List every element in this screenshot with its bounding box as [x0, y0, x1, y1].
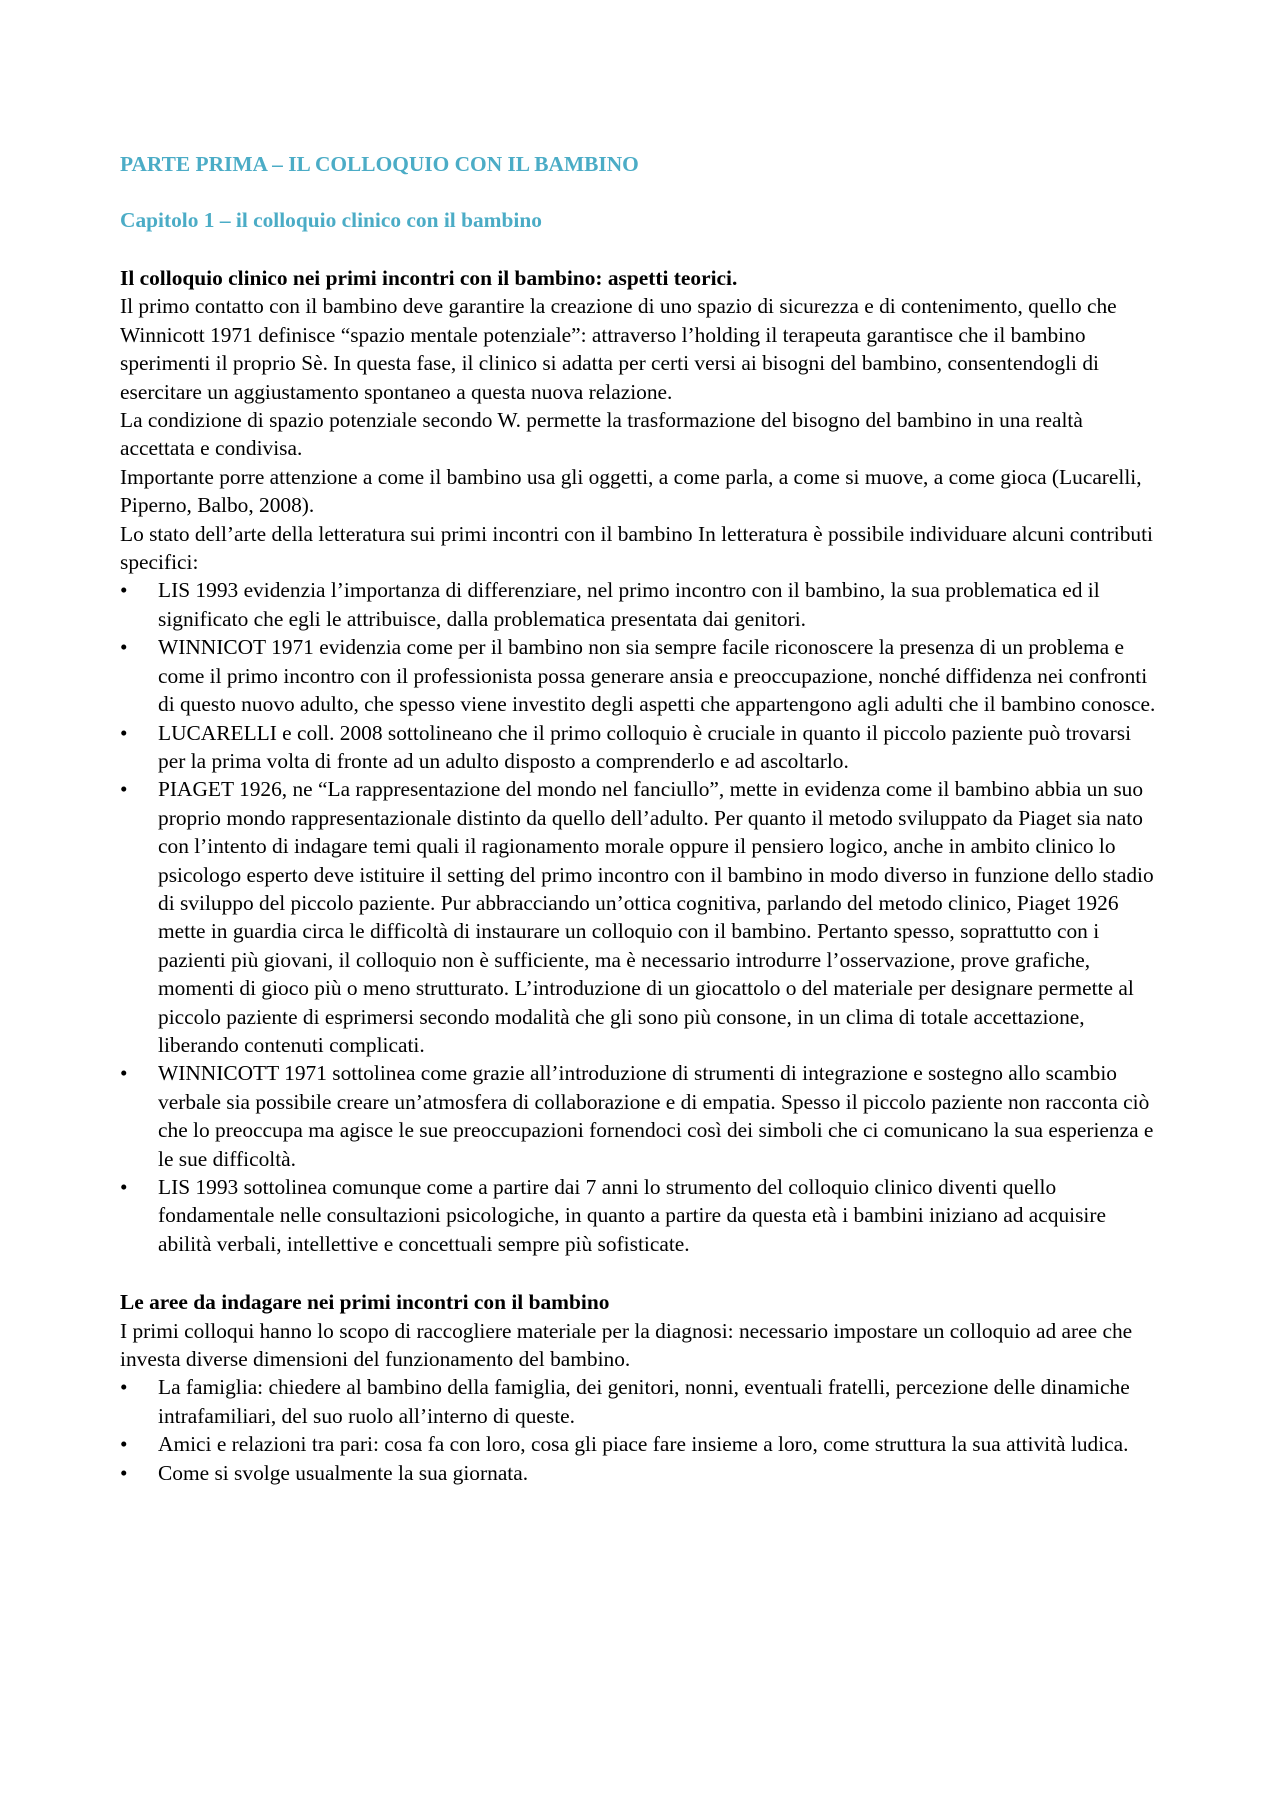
list-item — [120, 775, 1160, 1059]
bullet-icon: • — [120, 578, 128, 603]
bullet-icon: • — [120, 1375, 128, 1400]
section-aspetti-teorici — [120, 264, 1160, 1258]
list-item-text: La famiglia: chiedere al bambino della famiglia, dei genitori, nonni, eventuali fratelli, percezione delle dinamiche intrafamiliari, del suo ruolo all’interno di queste. — [158, 1375, 1130, 1428]
bullet-icon: • — [120, 1460, 128, 1485]
bullet-icon: • — [120, 777, 128, 802]
list-item — [120, 633, 1160, 718]
list-item — [120, 1173, 1160, 1258]
list-item-text: PIAGET 1926, ne “La rappresentazione del mondo nel fanciullo”, mette in evidenza come il bambino abbia un suo proprio mondo rappresentazionale distinto da quello dell’adulto. Per quanto il metodo sviluppato da Piaget sia nato con l’intento di indagare temi quali il ragionamento morale oppure il pensiero logico, anche in ambito clinico lo psicologo esperto deve istituire il setting del primo incontro con il bambino in modo diverso in funzione dello stadio di sviluppo del piccolo paziente. Pur abbracciando un’ottica cognitiva, parlando del metodo clinico, Piaget 1926 mette in guardia circa le difficoltà di instaurare un colloquio con il bambino. Pertanto spesso, soprattutto con i pazienti più giovani, il colloquio non è sufficiente, ma è necessario introdurre l’osservazione, prove grafiche, momenti di gioco più o meno strutturato. L’introduzione di un giocattolo o del materiale per designare permette al piccolo paziente di esprimersi secondo modalità che gli sono più consone, in un clima di totale accettazione, liberando contenuti complicati. — [158, 777, 1154, 1057]
bullet-icon: • — [120, 720, 128, 745]
section-aree-da-indagare — [120, 1288, 1160, 1487]
list-item — [120, 576, 1160, 633]
list-item — [120, 1430, 1160, 1458]
list-item — [120, 1373, 1160, 1430]
list-item-text: LUCARELLI e coll. 2008 sottolineano che il primo colloquio è cruciale in quanto il piccolo paziente può trovarsi per la prima volta di fronte ad un adulto disposto a comprenderlo e ad ascoltarlo. — [158, 720, 1132, 773]
paragraph: Lo stato dell’arte della letteratura sui primi incontri con il bambino In letteratura è possibile individuare alcuni contributi specifici: — [120, 521, 1153, 575]
bullet-icon: • — [120, 1175, 128, 1199]
paragraph: Il primo contatto con il bambino deve garantire la creazione di uno spazio di sicurezza e di contenimento, quello che Winnicott 1971 definisce “spazio mentale potenziale”: attraverso l’holding il terapeuta garantisce che il bambino sperimenti il proprio Sè. In questa fase, il clinico si adatta per certi versi ai bisogni del bambino, consentendogli di esercitare un aggiustamento spontaneo a questa nuova relazione. — [120, 294, 1117, 404]
document-page — [120, 150, 1160, 1487]
list-item-text: Come si svolge usualmente la sua giornata. — [158, 1460, 529, 1485]
bullet-icon: • — [120, 635, 128, 660]
section-title: Le aree da indagare nei primi incontri con il bambino — [120, 1290, 610, 1315]
chapter-title: Capitolo 1 – il colloquio clinico con il bambino — [120, 208, 542, 232]
list-item-text: LIS 1993 sottolinea comunque come a partire dai 7 anni lo strumento del colloquio clinico diventi quello fondamentale nelle consultazioni psicologiche, in quanto a partire da questa età i bambini iniziano ad acquisire abilità verbali, intellettive e concettuali sempre più sofisticate. — [158, 1175, 1106, 1256]
list-item-text: WINNICOT 1971 evidenzia come per il bambino non sia sempre facile riconoscere la presenza di un problema e come il primo incontro con il professionista possa generare ansia e preoccupazione, nonché diffidenza nei confronti di questo nuovo adulto, che spesso viene investito degli aspetti che appartengono agli adulti che il bambino conosce. — [158, 635, 1156, 717]
list-item-text: Amici e relazioni tra pari: cosa fa con loro, cosa gli piace fare insieme a loro, come struttura la sua attività ludica. — [158, 1432, 1129, 1457]
list-item — [120, 719, 1160, 776]
section-title: Il colloquio clinico nei primi incontri con il bambino: aspetti teorici. — [120, 266, 738, 290]
paragraph: Importante porre attenzione a come il bambino usa gli oggetti, a come parla, a come si muove, a come gioca (Lucarelli, Piperno, Balbo, 2008). — [120, 464, 1142, 518]
bullet-icon: • — [120, 1061, 128, 1086]
bullet-list — [120, 1373, 1160, 1487]
list-item — [120, 1059, 1160, 1173]
list-item — [120, 1459, 1160, 1487]
bullet-list — [120, 576, 1160, 1258]
part-title: PARTE PRIMA – IL COLLOQUIO CON IL BAMBINO — [120, 152, 639, 176]
list-item-text: WINNICOTT 1971 sottolinea come grazie all’introduzione di strumenti di integrazione e sostegno allo scambio verbale sia possibile creare un’atmosfera di collaborazione e di empatia. Spesso il piccolo paziente non racconta ciò che lo preoccupa ma agisce le sue preoccupazioni fornendoci così dei simboli che ci comunicano la sua esperienza e le sue difficoltà. — [158, 1061, 1154, 1171]
paragraph: I primi colloqui hanno lo scopo di raccogliere materiale per la diagnosi: necessario impostare un colloquio ad aree che investa diverse dimensioni del funzionamento del bambino. — [120, 1318, 1133, 1372]
list-item-text: LIS 1993 evidenzia l’importanza di differenziare, nel primo incontro con il bambino, la sua problematica ed il significato che egli le attribuisce, dalla problematica presentata dai genitori. — [158, 578, 1100, 631]
paragraph: La condizione di spazio potenziale secondo W. permette la trasformazione del bisogno del bambino in una realtà accettata e condivisa. — [120, 408, 1083, 461]
bullet-icon: • — [120, 1432, 128, 1457]
